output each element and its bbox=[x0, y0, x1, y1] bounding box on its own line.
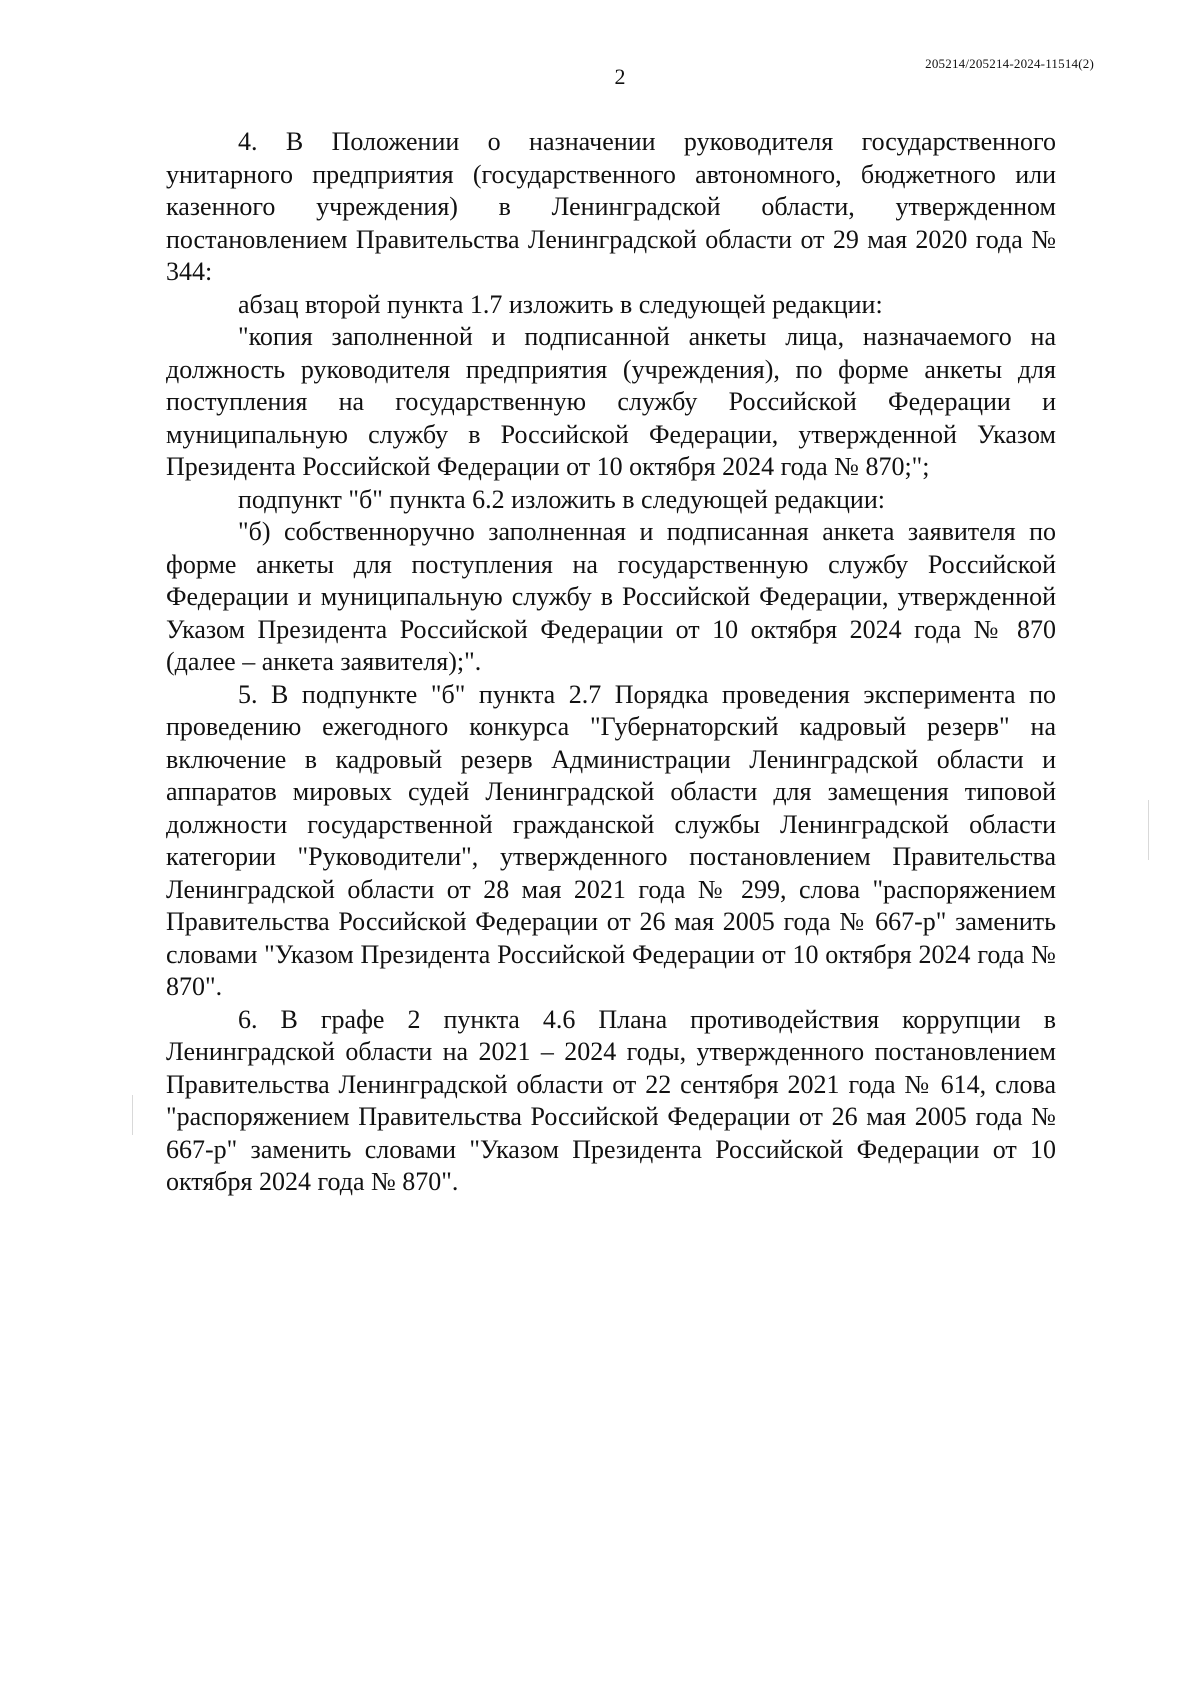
paragraph-quoted-copy-of-form: "копия заполненной и подписанной анкеты лица, назначаемого на должность руководителя предприятия (учреждения), по форме анкеты для поступления на государственную службу Российской Федерации и муниципальную службу в Российской Федерации, утвержденной Указом Президента Российской Федерации от 10 октября 2024 года № 870;"; bbox=[166, 322, 1056, 481]
document-body bbox=[166, 126, 1056, 1199]
page-number: 2 bbox=[614, 64, 626, 89]
paragraph-subpoint-1-7: абзац второй пункта 1.7 изложить в следующей редакции: bbox=[238, 289, 883, 319]
paragraph-item-5: 5. В подпункте "б" пункта 2.7 Порядка проведения эксперимента по проведению ежегодного конкурса "Губернаторский кадровый резерв" на включение в кадровый резерв Администрации Ленинградской области и аппаратов мировых судей Ленинградской области для замещения типовой должности государственной гражданской службы Ленинградской области категории "Руководители", утвержденного постановлением Правительства Ленинградской области от 28 мая 2021 года № 299, слова "распоряжением Правительства Российской Федерации от 26 мая 2005 года № 667-р" заменить словами "Указом Президента Российской Федерации от 10 октября 2024 года № 870". bbox=[166, 679, 1056, 1001]
document-id: 205214/205214-2024-11514(2) bbox=[925, 56, 1094, 71]
scan-artifact-line bbox=[132, 1095, 133, 1135]
paragraph-item-6: 6. В графе 2 пункта 4.6 Плана противодействия коррупции в Ленинградской области на 2021 – 2024 годы, утвержденного постановлением Правительства Ленинградской области от 22 сентября 2021 года № 614, слова "распоряжением Правительства Российской Федерации от 26 мая 2005 года № 667-р" заменить словами "Указом Президента Российской Федерации от 10 октября 2024 года № 870". bbox=[166, 1004, 1056, 1196]
paragraph-item-4: 4. В Положении о назначении руководителя государственного унитарного предприятия (государственного автономного, бюджетного или казенного учреждения) в Ленинградской области, утвержденном постановлением Правительства Ленинградской области от 29 мая 2020 года № 344: bbox=[166, 127, 1056, 286]
scan-artifact-line bbox=[1148, 800, 1149, 860]
paragraph-subpoint-6-2: подпункт "б" пункта 6.2 изложить в следующей редакции: bbox=[238, 484, 885, 514]
paragraph-quoted-form-b: "б) собственноручно заполненная и подписанная анкета заявителя по форме анкеты для поступления на государственную службу Российской Федерации и муниципальную службу в Российской Федерации, утвержденной Указом Президента Российской Федерации от 10 октября 2024 года № 870 (далее – анкета заявителя);". bbox=[166, 517, 1056, 676]
